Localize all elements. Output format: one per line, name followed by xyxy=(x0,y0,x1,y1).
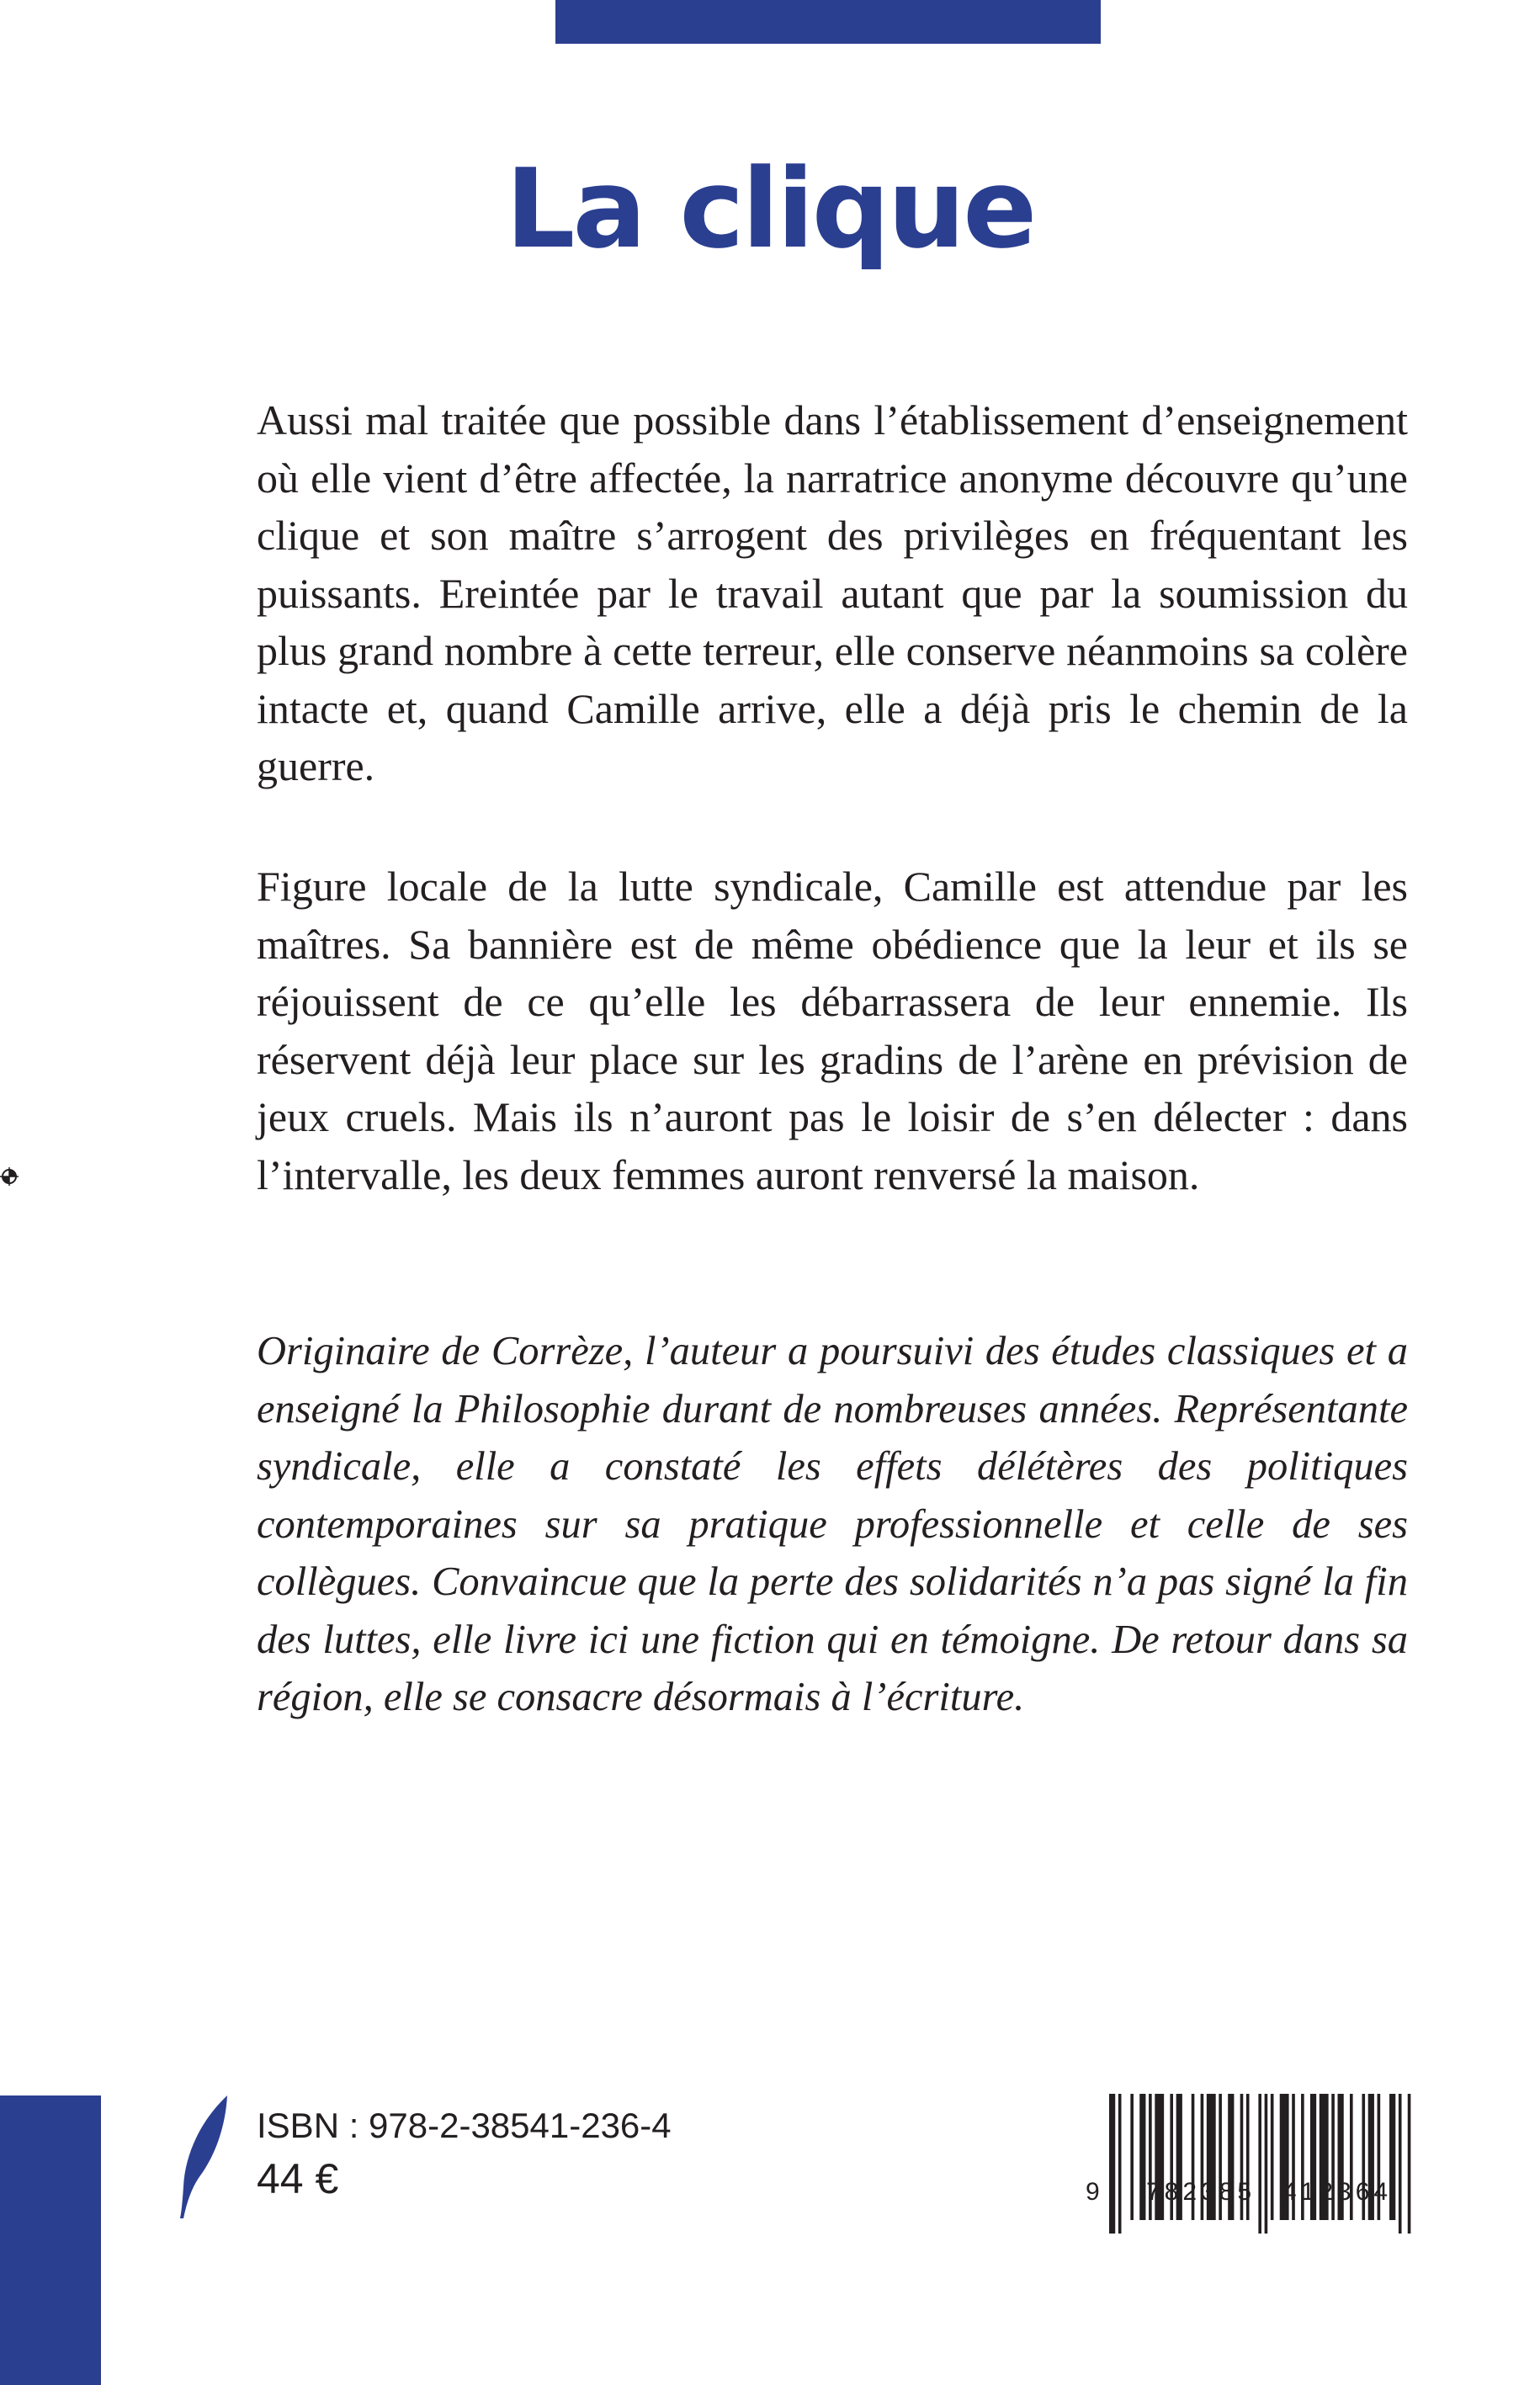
crosshair-icon xyxy=(0,1167,19,1186)
barcode-group-1: 782385 xyxy=(1146,2178,1256,2206)
barcode-bar xyxy=(1130,2094,1134,2220)
barcode-bar xyxy=(1109,2094,1115,2234)
bottom-left-color-band xyxy=(0,2096,101,2385)
barcode-bar xyxy=(1408,2094,1411,2234)
feather-icon xyxy=(177,2094,232,2220)
barcode-bar xyxy=(1399,2094,1402,2234)
barcode-group-2: 412364 xyxy=(1282,2178,1393,2206)
book-title: La clique xyxy=(505,145,1035,273)
summary-paragraph-2: Figure locale de la lutte syndicale, Camille est attendue par les maîtres. Sa bannière est de même obédience que la leur et ils se réjouissent de ce qu’elle les débarrassera de leur ennemie. Ils réservent déjà leur place sur les gradins de l’arène en prévision de jeux cruels. Mais ils n’auront pas le loisir de s’en délecter : dans l’intervalle, les deux femmes auront renversé la maison. xyxy=(257,863,1408,1198)
barcode-bar xyxy=(1258,2094,1261,2234)
barcode-bars xyxy=(1109,2094,1414,2234)
barcode-lead-digit: 9 xyxy=(1086,2178,1100,2206)
isbn-text: ISBN : 978-2-38541-236-4 xyxy=(257,2106,672,2145)
author-bio: Originaire de Corrèze, l’auteur a poursuivi des études classiques et a enseigné la Philosophie durant de nombreuses années. Représentante syndicale, elle a constaté les effets délétères des politiques contemporaines sur sa pratique professionnelle et celle de ses collègues. Convaincue que la perte des solidarités n’a pas signé la fin des luttes, elle livre ici une fiction qui en témoigne. De retour dans sa région, elle se consacre désormais à l’écriture. xyxy=(257,1329,1408,1719)
top-color-band xyxy=(555,0,1101,44)
price-text: 44 € xyxy=(257,2155,339,2202)
barcode-bar xyxy=(1118,2094,1122,2234)
barcode-bar xyxy=(1271,2094,1274,2220)
barcode-bar xyxy=(1265,2094,1268,2234)
summary-paragraph-1: Aussi mal traitée que possible dans l’établissement d’enseignement où elle vient d’être affectée, la narratrice anonyme découvre qu’une clique et son maître s’arrogent des privilèges en fréquentant les puissants. Ereintée par le travail autant que par la soumission du plus grand nombre à cette terreur, elle conserve néanmoins sa colère intacte et, quand Camille arrive, elle a déjà pris le chemin de la guerre. xyxy=(257,396,1408,789)
barcode-bar xyxy=(1139,2094,1145,2220)
